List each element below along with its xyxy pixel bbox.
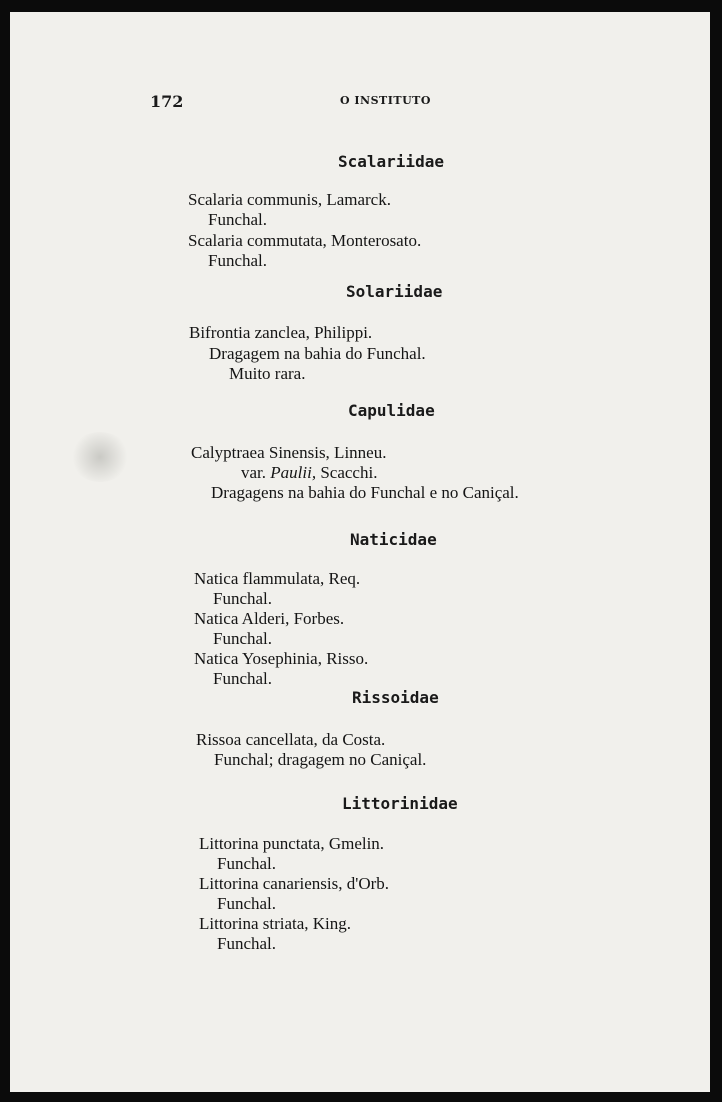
species-entry: Littorina punctata, Gmelin. [199, 834, 385, 853]
family-heading: Rissoidae [352, 688, 439, 707]
locality-entry: Dragagem na bahia do Funchal. [209, 344, 426, 363]
species-entry: Natica Yosephinia, Risso. [194, 649, 369, 668]
locality-entry: Funchal. [217, 854, 277, 873]
species-entry: Littorina canariensis, d'Orb. [199, 874, 390, 893]
species-entry: Scalaria commutata, Monterosato. [188, 231, 422, 250]
locality-entry: Funchal. [208, 210, 268, 229]
locality-entry: Dragagens na bahia do Funchal e no Caniçal. [211, 483, 519, 502]
locality-entry: Funchal; dragagem no Caniçal. [214, 750, 427, 769]
species-entry: Rissoa cancellata, da Costa. [196, 730, 386, 749]
locality-entry: Funchal. [208, 251, 268, 270]
running-title: O INSTITUTO [340, 94, 431, 107]
species-entry: Natica Alderi, Forbes. [194, 609, 345, 628]
page-number: 172 [150, 92, 184, 111]
locality-entry: Funchal. [213, 669, 273, 688]
locality-entry: Funchal. [213, 589, 273, 608]
locality-entry: Funchal. [213, 629, 273, 648]
family-heading: Littorinidae [342, 794, 458, 813]
family-heading: Naticidae [350, 530, 437, 549]
species-entry: Calyptraea Sinensis, Linneu. [191, 443, 387, 462]
family-heading: Solariidae [346, 282, 443, 301]
species-entry: Scalaria communis, Lamarck. [188, 190, 391, 209]
locality-entry: Funchal. [217, 934, 277, 953]
variety-label: var. [241, 463, 267, 482]
locality-entry: Funchal. [217, 894, 277, 913]
species-entry: Bifrontia zanclea, Philippi. [189, 323, 373, 342]
rarity-note: Muito rara. [229, 364, 306, 383]
family-heading: Scalariidae [338, 152, 444, 171]
variety-author: Scacchi. [320, 463, 378, 482]
variety-name: Paulii, [270, 463, 317, 482]
species-entry: Littorina striata, King. [199, 914, 352, 933]
variety-entry [241, 463, 377, 483]
family-heading: Capulidae [348, 401, 435, 420]
book-page [10, 12, 710, 1092]
species-entry: Natica flammulata, Req. [194, 569, 361, 588]
